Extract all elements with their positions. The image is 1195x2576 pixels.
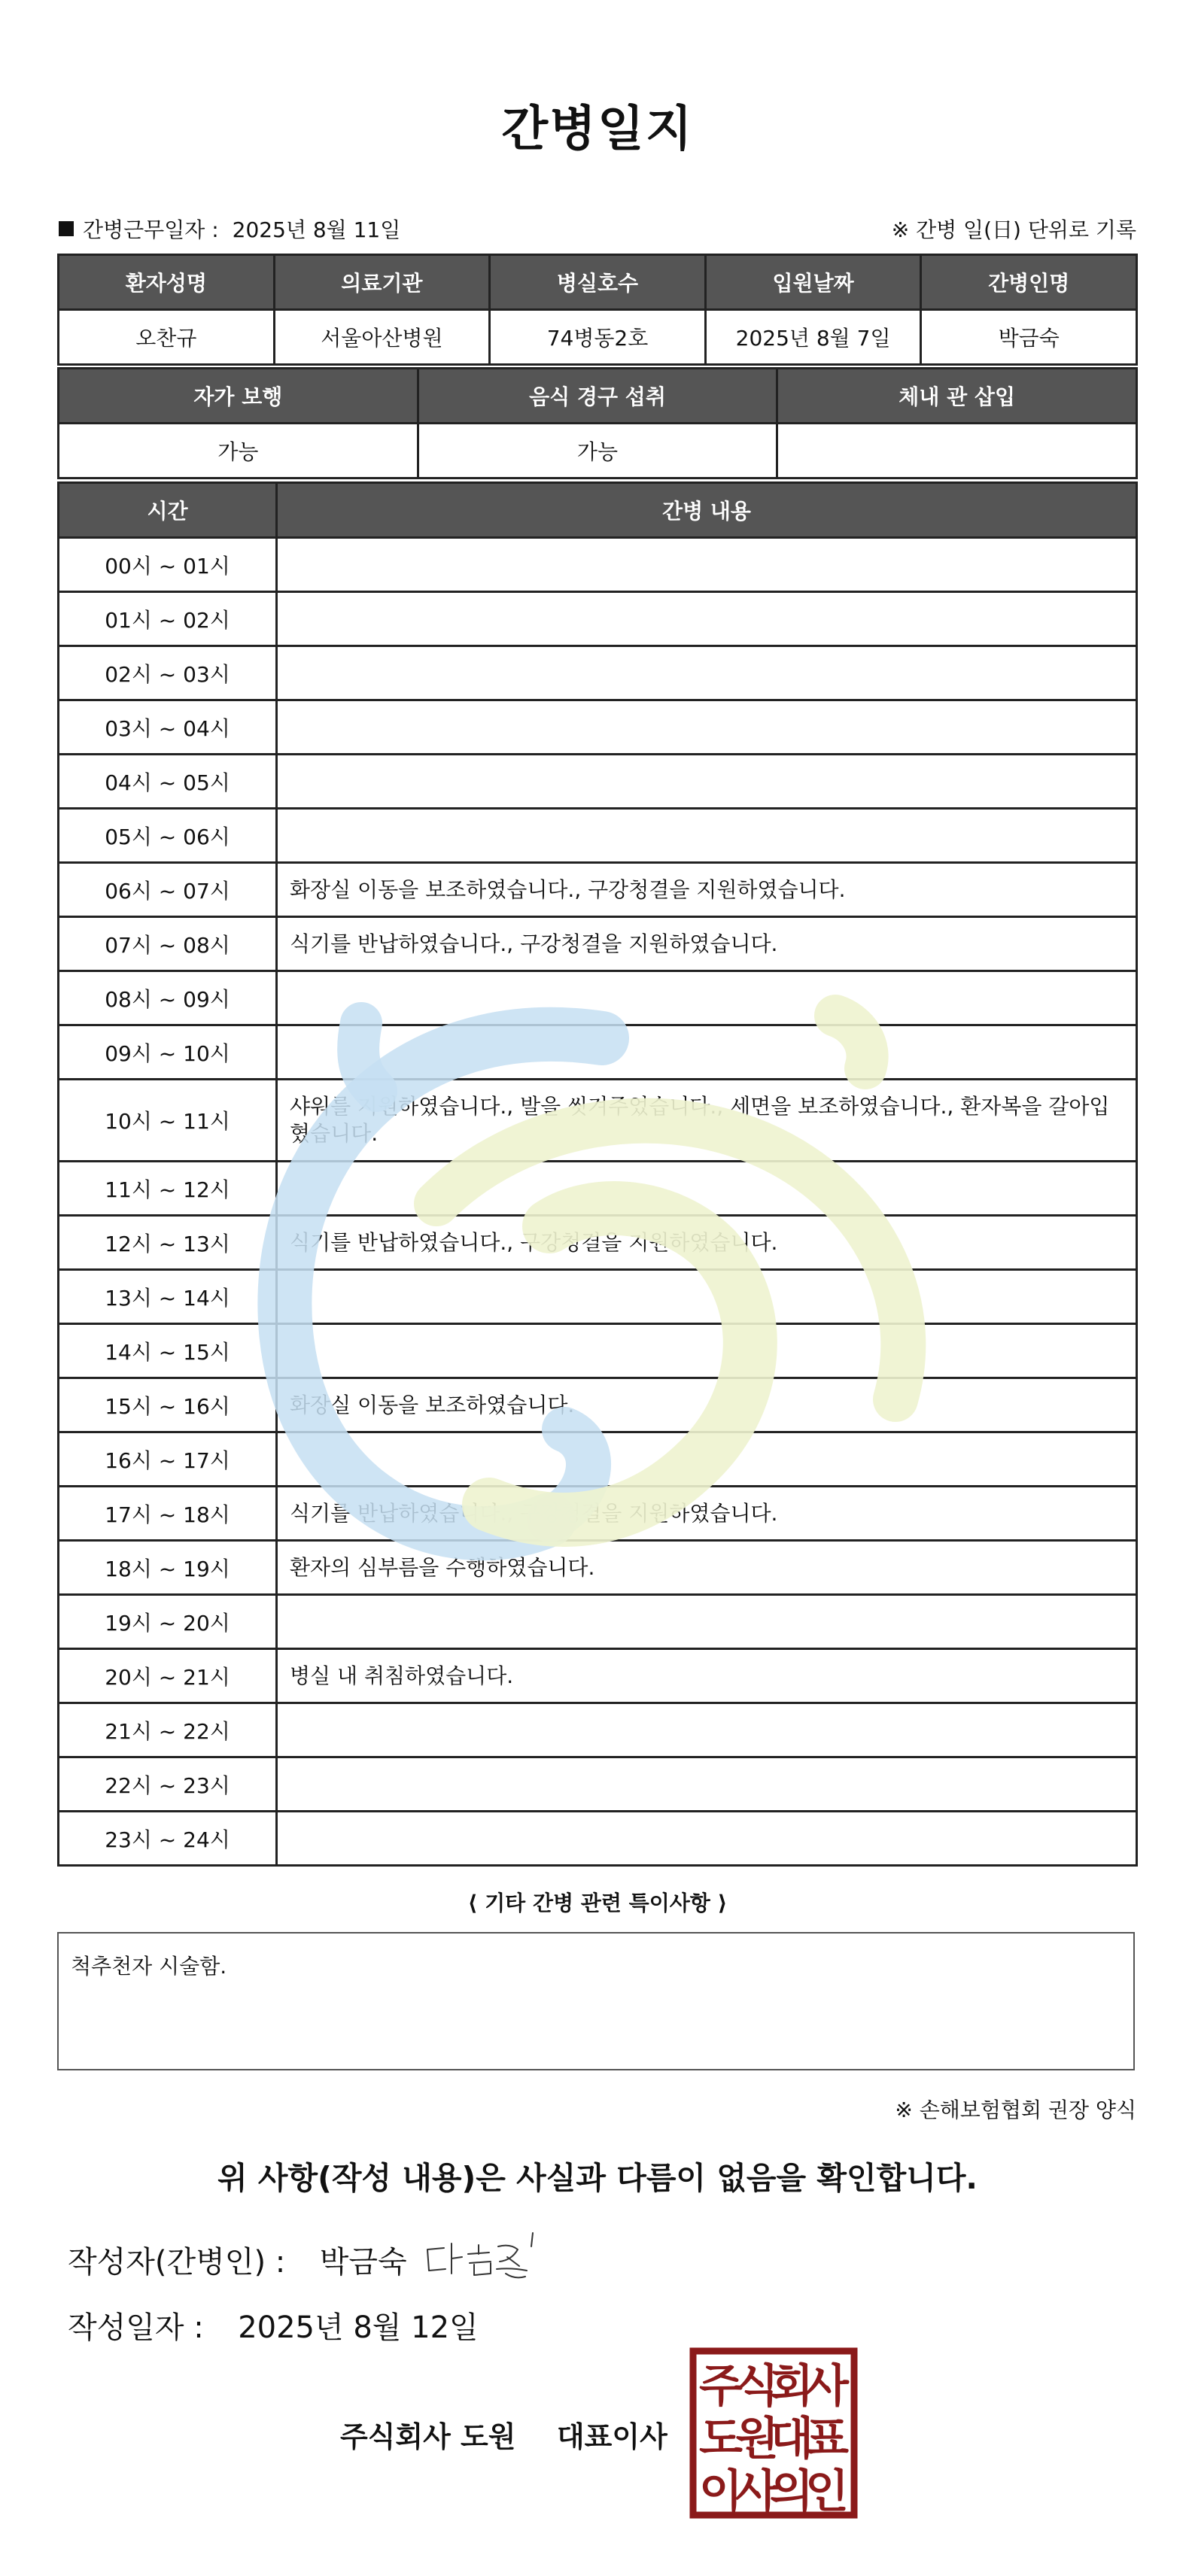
company-seal-stamp <box>689 2347 858 2519</box>
table-row <box>59 1649 1137 1703</box>
room-number: 74병동2호 <box>490 310 706 365</box>
content-cell <box>277 538 1137 592</box>
caregiver-name: 박금숙 <box>921 310 1137 365</box>
tube-status <box>777 424 1137 478</box>
table-row <box>59 538 1137 592</box>
content-cell <box>277 1432 1137 1487</box>
time-cell: 01시 ~ 02시 <box>59 592 277 646</box>
time-cell: 18시 ~ 19시 <box>59 1541 277 1595</box>
svg-text:대: 대 <box>770 2413 813 2465</box>
extra-notes-box <box>57 1932 1135 2070</box>
content-cell <box>277 1162 1137 1216</box>
table-row <box>59 917 1137 971</box>
time-cell: 10시 ~ 11시 <box>59 1080 277 1162</box>
content-cell <box>277 809 1137 863</box>
content-cell <box>277 700 1137 755</box>
header-tube: 체내 관 삽입 <box>777 369 1137 424</box>
time-cell: 05시 ~ 06시 <box>59 809 277 863</box>
care-log-table <box>57 481 1138 1867</box>
table-row <box>59 1757 1137 1812</box>
svg-text:사: 사 <box>805 2360 849 2413</box>
content-cell: 병실 내 취침하였습니다. <box>277 1649 1137 1703</box>
header-time: 시간 <box>59 483 277 538</box>
form-note: ※ 손해보험협회 권장 양식 <box>895 2098 1136 2122</box>
time-cell: 17시 ~ 18시 <box>59 1487 277 1541</box>
header-room: 병실호수 <box>490 255 706 310</box>
content-cell <box>277 1812 1137 1866</box>
time-cell: 22시 ~ 23시 <box>59 1757 277 1812</box>
content-cell <box>277 755 1137 809</box>
content-cell <box>277 1757 1137 1812</box>
table-row <box>59 1080 1137 1162</box>
time-cell: 12시 ~ 13시 <box>59 1216 277 1270</box>
content-cell <box>277 1703 1137 1757</box>
content-cell <box>277 971 1137 1025</box>
time-cell: 03시 ~ 04시 <box>59 700 277 755</box>
svg-text:표: 표 <box>805 2413 849 2465</box>
document-title: 간병일지 <box>501 102 694 157</box>
content-cell: 환자의 심부름을 수행하였습니다. <box>277 1541 1137 1595</box>
table-row <box>59 700 1137 755</box>
content-cell: 샤워를 지원하였습니다., 발을 씻겨주었습니다., 세면을 보조하였습니다., 환자복을 갈아입혔습니다. <box>277 1080 1137 1162</box>
content-cell: 화장실 이동을 보조하였습니다. <box>277 1378 1137 1432</box>
svg-text:도: 도 <box>699 2413 743 2465</box>
content-cell <box>277 1595 1137 1649</box>
svg-text:이: 이 <box>699 2465 743 2518</box>
table-row <box>59 1216 1137 1270</box>
table-row <box>59 1432 1137 1487</box>
time-cell: 23시 ~ 24시 <box>59 1812 277 1866</box>
time-cell: 14시 ~ 15시 <box>59 1324 277 1378</box>
author-label: 작성자(간병인) : <box>68 2245 286 2280</box>
content-cell <box>277 646 1137 700</box>
content-cell: 식기를 반납하였습니다., 구강청결을 지원하였습니다. <box>277 917 1137 971</box>
svg-text:주: 주 <box>699 2360 743 2413</box>
work-date-line <box>59 214 400 244</box>
hospital: 서울아산병원 <box>274 310 490 365</box>
written-date-label: 작성일자 : <box>68 2310 204 2345</box>
work-date-value: 2025년 8월 11일 <box>232 217 401 242</box>
handwritten-signature <box>421 2227 549 2287</box>
header-walking: 자가 보행 <box>59 369 418 424</box>
table-row <box>59 1162 1137 1216</box>
time-cell: 08시 ~ 09시 <box>59 971 277 1025</box>
table-row <box>59 1595 1137 1649</box>
content-cell <box>277 1324 1137 1378</box>
table-row <box>59 1487 1137 1541</box>
time-cell: 06시 ~ 07시 <box>59 863 277 917</box>
table-row <box>59 809 1137 863</box>
table-row <box>59 1812 1137 1866</box>
svg-text:인: 인 <box>805 2465 849 2518</box>
table-row <box>59 1025 1137 1080</box>
unit-note: ※ 간병 일(日) 단위로 기록 <box>891 217 1136 242</box>
content-cell <box>277 592 1137 646</box>
time-cell: 16시 ~ 17시 <box>59 1432 277 1487</box>
status-info-table <box>57 367 1138 479</box>
table-row <box>59 1541 1137 1595</box>
table-row <box>59 1270 1137 1324</box>
header-patient-name: 환자성명 <box>59 255 275 310</box>
company-line <box>340 2413 667 2455</box>
time-cell: 19시 ~ 20시 <box>59 1595 277 1649</box>
content-cell: 식기를 반납하였습니다., 구강청결을 지원하였습니다. <box>277 1216 1137 1270</box>
written-date-line <box>68 2304 479 2347</box>
table-row <box>59 1378 1137 1432</box>
time-cell: 07시 ~ 08시 <box>59 917 277 971</box>
time-cell: 02시 ~ 03시 <box>59 646 277 700</box>
admission-date: 2025년 8월 7일 <box>705 310 921 365</box>
svg-text:식: 식 <box>735 2360 779 2413</box>
header-admission-date: 입원날짜 <box>705 255 921 310</box>
svg-text:의: 의 <box>770 2465 813 2518</box>
table-row <box>59 646 1137 700</box>
content-cell <box>277 1270 1137 1324</box>
patient-info-table <box>57 254 1138 366</box>
company-name: 주식회사 도원 <box>340 2420 516 2453</box>
table-row <box>59 863 1137 917</box>
table-row <box>59 755 1137 809</box>
content-cell: 식기를 반납하였습니다., 구강청결을 지원하였습니다. <box>277 1487 1137 1541</box>
time-cell: 11시 ~ 12시 <box>59 1162 277 1216</box>
table-row <box>59 592 1137 646</box>
time-cell: 04시 ~ 05시 <box>59 755 277 809</box>
svg-text:회: 회 <box>770 2360 813 2413</box>
extra-notes-text: 척추천자 시술함. <box>71 1954 227 1979</box>
oral-intake-status: 가능 <box>418 424 777 478</box>
bullet-square-icon <box>59 221 74 236</box>
confirm-statement: 위 사항(작성 내용)은 사실과 다름이 없음을 확인합니다. <box>217 2160 978 2196</box>
svg-text:사: 사 <box>735 2465 779 2518</box>
walking-status: 가능 <box>59 424 418 478</box>
header-caregiver: 간병인명 <box>921 255 1137 310</box>
content-cell: 화장실 이동을 보조하였습니다., 구강청결을 지원하였습니다. <box>277 863 1137 917</box>
table-row <box>59 1703 1137 1757</box>
company-role: 대표이사 <box>556 2420 667 2453</box>
content-cell <box>277 1025 1137 1080</box>
header-hospital: 의료기관 <box>274 255 490 310</box>
patient-name: 오찬규 <box>59 310 275 365</box>
svg-text:원: 원 <box>735 2413 779 2465</box>
extra-notes-title: ⟨ 기타 간병 관련 특이사항 ⟩ <box>467 1891 728 1915</box>
table-row <box>59 971 1137 1025</box>
author-line <box>68 2238 407 2281</box>
work-date-label: 간병근무일자 : <box>83 217 219 242</box>
header-care-content: 간병 내용 <box>277 483 1137 538</box>
time-cell: 21시 ~ 22시 <box>59 1703 277 1757</box>
time-cell: 15시 ~ 16시 <box>59 1378 277 1432</box>
author-name: 박금숙 <box>319 2245 407 2280</box>
time-cell: 13시 ~ 14시 <box>59 1270 277 1324</box>
table-row <box>59 1324 1137 1378</box>
time-cell: 09시 ~ 10시 <box>59 1025 277 1080</box>
written-date: 2025년 8월 12일 <box>238 2310 479 2345</box>
header-oral-intake: 음식 경구 섭취 <box>418 369 777 424</box>
time-cell: 20시 ~ 21시 <box>59 1649 277 1703</box>
time-cell: 00시 ~ 01시 <box>59 538 277 592</box>
